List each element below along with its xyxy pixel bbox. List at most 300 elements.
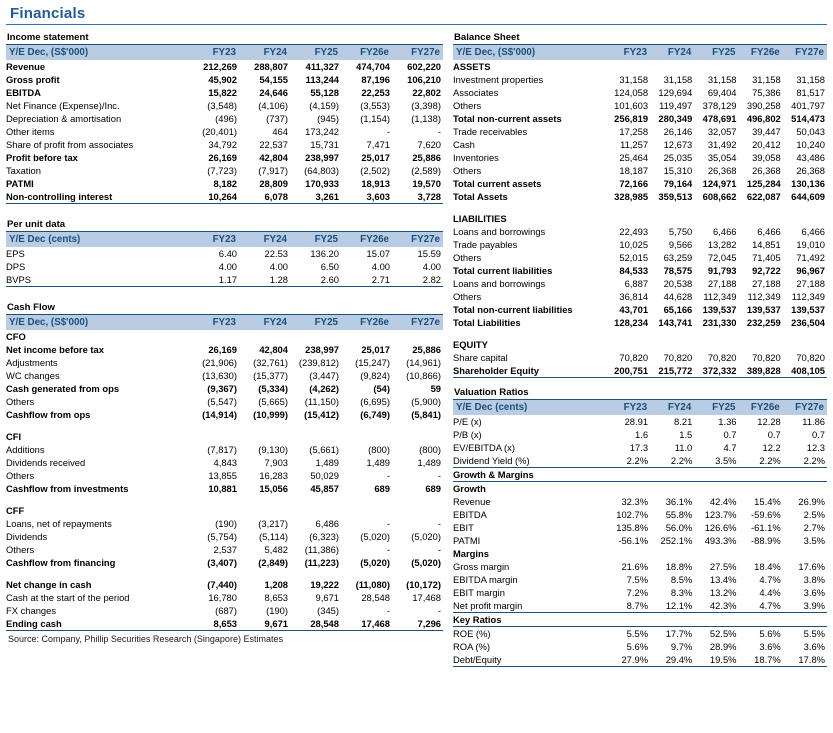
per-unit-data-block	[6, 219, 443, 287]
table-row	[453, 573, 827, 586]
table-row	[6, 617, 443, 631]
column-header-period: FY24	[650, 400, 694, 416]
row-value: 2.2%	[803, 455, 825, 466]
row-value	[694, 482, 738, 496]
row-value: 3.5%	[715, 455, 737, 466]
row-value: 15,822	[208, 87, 237, 98]
row-value: 125,284	[746, 178, 781, 189]
row-label: BVPS	[6, 273, 188, 287]
income-statement-block	[6, 32, 443, 204]
row-value: 2.5%	[803, 509, 825, 520]
row-value: 7.5%	[626, 574, 649, 585]
row-value: 15,056	[259, 483, 288, 494]
row-value: (239,812)	[298, 357, 339, 368]
row-label: Others	[453, 291, 482, 302]
row-label: CFF	[6, 505, 25, 516]
row-value: 17.8%	[783, 653, 827, 667]
row-value: 6.40	[218, 248, 237, 259]
section-divider-label: Growth & Margins	[453, 468, 827, 482]
row-value	[783, 547, 827, 560]
row-value: 52,015	[619, 252, 649, 263]
row-label: Growth	[453, 483, 486, 494]
row-value: (20,401)	[202, 126, 237, 137]
row-value: 123.7%	[704, 509, 737, 520]
row-value: 401,797	[791, 100, 825, 111]
column-header-period: FY26e	[739, 45, 783, 61]
title-divider	[6, 24, 827, 25]
row-value: 2,537	[213, 544, 237, 555]
row-value: (14,961)	[406, 357, 441, 368]
row-value: 16,283	[259, 470, 288, 481]
row-label: Cash generated from ops	[6, 383, 120, 394]
balance-sheet-table	[453, 44, 827, 378]
row-value: -61.1%	[751, 522, 781, 533]
row-value: (10,172)	[406, 579, 441, 590]
table-row	[453, 125, 827, 138]
row-value: 27,188	[707, 278, 737, 289]
row-value: 19,010	[796, 239, 825, 250]
row-value: 20,412	[752, 139, 781, 150]
table-row	[453, 316, 827, 329]
table-row	[6, 556, 443, 569]
row-value: 4.7%	[759, 574, 781, 585]
row-value: 79,164	[663, 178, 693, 189]
row-value: 84,533	[619, 265, 649, 276]
table-row	[6, 517, 443, 530]
row-value	[739, 547, 783, 560]
row-label: WC changes	[6, 370, 60, 381]
row-value: 22,253	[361, 87, 390, 98]
row-value: 19,570	[412, 178, 441, 189]
row-value: 13.4%	[709, 574, 737, 585]
row-value	[783, 482, 827, 496]
table-row	[453, 73, 827, 86]
row-label: EPS	[6, 248, 25, 259]
row-value: 70,820	[707, 352, 737, 363]
row-value: 390,258	[746, 100, 781, 111]
table-row	[6, 177, 443, 190]
row-label: Net income before tax	[6, 344, 104, 355]
table-row	[6, 591, 443, 604]
row-value: (737)	[266, 113, 288, 124]
row-value: 608,662	[702, 191, 737, 202]
row-value: 17.3	[629, 442, 649, 453]
row-value	[188, 330, 239, 343]
row-value: 256,819	[614, 113, 649, 124]
column-header-period: FY27e	[783, 45, 827, 61]
row-value: (496)	[215, 113, 237, 124]
row-value: 378,129	[702, 100, 737, 111]
row-value: 42.4%	[709, 496, 737, 507]
row-value: (5,334)	[258, 383, 288, 394]
row-label: Taxation	[6, 165, 41, 176]
row-value: 81,517	[796, 87, 825, 98]
row-value	[606, 212, 650, 225]
row-value: (6,749)	[360, 409, 390, 420]
row-value: 32,057	[707, 126, 737, 137]
row-label: ROE (%)	[453, 628, 491, 639]
row-label: Cashflow from financing	[6, 557, 116, 568]
row-label: Gross margin	[453, 561, 510, 572]
row-value: 14,851	[752, 239, 781, 250]
row-value: 3.5%	[803, 535, 825, 546]
row-value: 2.2%	[759, 455, 781, 466]
table-row	[6, 382, 443, 395]
row-label: Total Assets	[453, 191, 508, 202]
table-header-row	[453, 400, 827, 416]
row-value: 36,814	[619, 291, 649, 302]
table-spacer-row	[6, 421, 443, 430]
source-note: Source: Company, Phillip Securities Research (Singapore) Estimates	[8, 634, 283, 644]
row-value: -59.6%	[751, 509, 781, 520]
row-value: 70,820	[663, 352, 693, 363]
row-value: 252.1%	[660, 535, 693, 546]
row-value: 119,497	[659, 100, 693, 111]
row-label: Depreciation & amortisation	[6, 113, 122, 124]
row-value: 56.0%	[665, 522, 693, 533]
row-value: 17,258	[619, 126, 649, 137]
table-row	[6, 86, 443, 99]
row-value: 7,296	[392, 617, 443, 631]
row-value: 4.00	[269, 261, 288, 272]
table-row	[6, 343, 443, 356]
row-value: 25,464	[619, 152, 649, 163]
row-value: 31,158	[707, 74, 737, 85]
row-value: 72,166	[619, 178, 649, 189]
column-header-unit: Y/E Dec, (S$'000)	[453, 45, 606, 61]
row-value: 15.07	[366, 248, 390, 259]
row-value: 92,722	[752, 265, 781, 276]
valuation-ratios-title: Valuation Ratios	[454, 387, 529, 398]
row-value: 2.2%	[626, 455, 649, 466]
row-label: EBITDA	[6, 87, 41, 98]
row-label: Loans and borrowings	[453, 226, 546, 237]
cash-flow-title: Cash Flow	[7, 302, 55, 313]
row-value: 55,128	[310, 87, 339, 98]
row-value: 644,609	[791, 191, 825, 202]
row-value: 6,078	[239, 190, 290, 204]
row-value: 26,368	[752, 165, 781, 176]
row-label: Total non-current assets	[453, 113, 562, 124]
column-header-period: FY27e	[392, 315, 443, 331]
row-value: 4,843	[213, 457, 237, 468]
row-label: EBIT	[453, 522, 474, 533]
two-column-layout	[6, 32, 827, 667]
row-value: 25,017	[361, 344, 390, 355]
table-row	[6, 430, 443, 443]
row-label: Debt/Equity	[453, 653, 606, 667]
row-label: Dividends received	[6, 457, 86, 468]
row-value: (7,723)	[207, 165, 237, 176]
row-value: 359,513	[658, 191, 693, 202]
spacer-after-per-unit-data	[6, 287, 443, 302]
column-header-period: FY26e	[341, 232, 392, 248]
row-value: 124,058	[614, 87, 649, 98]
column-header-unit: Y/E Dec (cents)	[6, 232, 188, 248]
table-row	[453, 627, 827, 641]
table-header-row	[453, 45, 827, 61]
column-header-period: FY27e	[392, 232, 443, 248]
row-value: (15,247)	[355, 357, 390, 368]
row-value: 70,820	[796, 352, 825, 363]
row-label: Dividends	[6, 531, 48, 542]
row-value: 22,802	[412, 87, 441, 98]
row-value: 8.7%	[626, 600, 649, 611]
row-value: 28.9%	[709, 641, 737, 652]
table-row	[453, 238, 827, 251]
row-value: (7,817)	[207, 444, 237, 455]
row-value: 280,349	[658, 113, 693, 124]
table-row	[6, 190, 443, 204]
row-value: 12,673	[663, 139, 693, 150]
table-row	[453, 303, 827, 316]
row-value: (3,548)	[207, 100, 237, 111]
table-row	[453, 151, 827, 164]
row-value: 7,620	[417, 139, 441, 150]
row-value: 52.5%	[709, 628, 737, 639]
column-header-period: FY26e	[739, 400, 783, 416]
row-value: 173,242	[305, 126, 339, 137]
row-value	[739, 482, 783, 496]
column-header-period: FY23	[606, 45, 650, 61]
row-value: 9.7%	[670, 641, 693, 652]
row-value: 4.4%	[759, 587, 781, 598]
table-row	[453, 264, 827, 277]
row-value	[694, 547, 738, 560]
row-value	[606, 60, 650, 73]
row-value: 31,158	[752, 74, 781, 85]
table-row	[453, 99, 827, 112]
cash-flow-table	[6, 314, 443, 631]
row-value: 170,933	[305, 178, 339, 189]
row-value: 1.5	[679, 429, 693, 440]
row-value: 5.5%	[803, 628, 825, 639]
row-value: 4.7%	[759, 600, 781, 611]
row-value: 689	[374, 483, 390, 494]
row-value: 31,158	[796, 74, 825, 85]
row-value	[783, 60, 827, 73]
row-label: Revenue	[453, 496, 491, 507]
row-value: 19.5%	[694, 653, 738, 667]
row-value: 25,035	[663, 152, 693, 163]
row-value: 28,548	[361, 592, 390, 603]
row-value: (4,106)	[258, 100, 288, 111]
row-value: 5,482	[264, 544, 288, 555]
row-value: 43,701	[619, 304, 649, 315]
row-label: EQUITY	[453, 339, 488, 350]
table-row	[6, 504, 443, 517]
row-value: 26,169	[208, 344, 237, 355]
row-value: 215,772	[650, 364, 694, 378]
table-row	[453, 225, 827, 238]
column-header-period: FY25	[290, 232, 341, 248]
row-value: 139,537	[702, 304, 737, 315]
row-value	[739, 338, 783, 351]
table-row	[453, 482, 827, 496]
per-unit-data-title: Per unit data	[7, 219, 66, 230]
column-header-period: FY23	[606, 400, 650, 416]
table-row	[6, 60, 443, 73]
row-value: 236,504	[791, 317, 825, 328]
table-row	[6, 125, 443, 138]
row-value: 3.6%	[759, 641, 781, 652]
table-row	[453, 653, 827, 667]
row-label: Trade receivables	[453, 126, 528, 137]
row-value: 143,741	[658, 317, 693, 328]
row-value: 3.8%	[803, 574, 825, 585]
row-label: Net profit margin	[453, 600, 523, 611]
row-value: 26,169	[208, 152, 237, 163]
row-value: -	[437, 470, 441, 481]
row-value	[606, 338, 650, 351]
row-label: Profit before tax	[6, 152, 78, 163]
row-label: Revenue	[6, 61, 46, 72]
row-value: 5,750	[668, 226, 693, 237]
row-label: Net change in cash	[6, 579, 92, 590]
row-value: 31,158	[663, 74, 693, 85]
row-label: Total Liabilities	[453, 317, 521, 328]
table-row	[453, 60, 827, 73]
row-value: 3.9%	[803, 600, 825, 611]
row-value: 126.6%	[704, 522, 737, 533]
row-value: 112,349	[747, 291, 781, 302]
row-value	[290, 430, 341, 443]
row-value: 71,492	[796, 252, 825, 263]
row-value	[392, 330, 443, 343]
row-value: 212,269	[203, 61, 237, 72]
table-row	[453, 640, 827, 653]
row-value: 43,486	[796, 152, 825, 163]
row-value: 10,881	[208, 483, 237, 494]
row-value: 72,045	[707, 252, 737, 263]
row-value: (9,130)	[258, 444, 288, 455]
row-value: 2.2%	[670, 455, 693, 466]
row-value: 10,025	[619, 239, 649, 250]
column-header-period: FY27e	[392, 45, 443, 61]
row-value: 128,234	[614, 317, 649, 328]
column-header-period: FY24	[650, 45, 694, 61]
row-label: Others	[6, 544, 35, 555]
row-label: Others	[453, 252, 482, 263]
row-value: 1.28	[239, 273, 290, 287]
row-value	[783, 338, 827, 351]
row-value: 7.2%	[626, 587, 649, 598]
row-value: (64,803)	[304, 165, 339, 176]
row-value: (1,154)	[360, 113, 390, 124]
row-value: (3,553)	[360, 100, 390, 111]
row-value: 26,146	[663, 126, 693, 137]
row-label: Cashflow from ops	[6, 409, 91, 420]
row-value: 70,820	[619, 352, 649, 363]
row-value: 39,058	[752, 152, 781, 163]
row-value: 112,349	[703, 291, 737, 302]
table-row	[453, 428, 827, 441]
row-value	[739, 212, 783, 225]
row-value: (3,407)	[207, 557, 237, 568]
table-row	[453, 177, 827, 190]
row-value: 9,566	[668, 239, 693, 250]
table-row	[453, 138, 827, 151]
row-value: 20,538	[663, 278, 693, 289]
row-value: 232,259	[746, 317, 781, 328]
row-value: (5,114)	[258, 531, 288, 542]
row-value: 44,628	[663, 291, 693, 302]
row-value: 8,653	[188, 617, 239, 631]
table-row	[6, 469, 443, 482]
row-value: 96,967	[796, 265, 825, 276]
row-label: Share of profit from associates	[6, 139, 134, 150]
row-value: 50,043	[796, 126, 825, 137]
row-value: 9,671	[239, 617, 290, 631]
row-value: -	[386, 470, 390, 481]
row-value: 3,728	[392, 190, 443, 204]
row-value: 106,210	[407, 74, 441, 85]
row-value: (5,020)	[360, 557, 390, 568]
row-value: (4,262)	[309, 383, 339, 394]
column-header-period: FY25	[290, 315, 341, 331]
row-value: 1.17	[188, 273, 239, 287]
table-row	[453, 454, 827, 468]
row-value	[694, 60, 738, 73]
row-label: Shareholder Equity	[453, 364, 606, 378]
row-value: 102.7%	[616, 509, 649, 520]
row-value: (5,547)	[207, 396, 237, 407]
row-value: 24,646	[259, 87, 288, 98]
row-value: 5.5%	[626, 628, 649, 639]
row-value: -	[437, 518, 441, 529]
row-value: 42,804	[259, 152, 288, 163]
row-value: 389,828	[739, 364, 783, 378]
row-value: (7,440)	[207, 579, 237, 590]
per-unit-data-table	[6, 231, 443, 287]
row-value: 27.5%	[709, 561, 737, 572]
row-value: (800)	[419, 444, 441, 455]
row-value: 6,466	[801, 226, 825, 237]
row-label: Others	[453, 165, 482, 176]
row-value: 101,603	[614, 100, 649, 111]
table-row	[453, 212, 827, 225]
row-value: 6,466	[713, 226, 737, 237]
row-value	[239, 430, 290, 443]
row-value: 474,704	[356, 61, 390, 72]
row-value: 15,731	[310, 139, 339, 150]
row-value: (800)	[368, 444, 390, 455]
column-header-period: FY26e	[341, 315, 392, 331]
row-value: 12.1%	[665, 600, 693, 611]
row-value: 16,780	[208, 592, 237, 603]
row-value: 87,196	[361, 74, 390, 85]
table-row	[6, 273, 443, 287]
table-row	[453, 599, 827, 613]
row-value: 139,537	[791, 304, 825, 315]
row-value: 69,404	[707, 87, 737, 98]
row-value	[650, 212, 694, 225]
row-value: 2.60	[290, 273, 341, 287]
row-value	[341, 504, 392, 517]
row-value: (345)	[317, 605, 339, 616]
row-value: 200,751	[606, 364, 650, 378]
row-value	[650, 338, 694, 351]
row-value: (190)	[215, 518, 237, 529]
row-value: 11.86	[802, 416, 825, 427]
row-value: 8,653	[264, 592, 288, 603]
row-value: 17.6%	[798, 561, 825, 572]
row-value: 31,158	[619, 74, 649, 85]
row-value: -	[437, 126, 441, 137]
cash-flow-block	[6, 302, 443, 631]
row-value: 45,902	[208, 74, 237, 85]
spacer-after-balance-sheet	[453, 378, 827, 387]
